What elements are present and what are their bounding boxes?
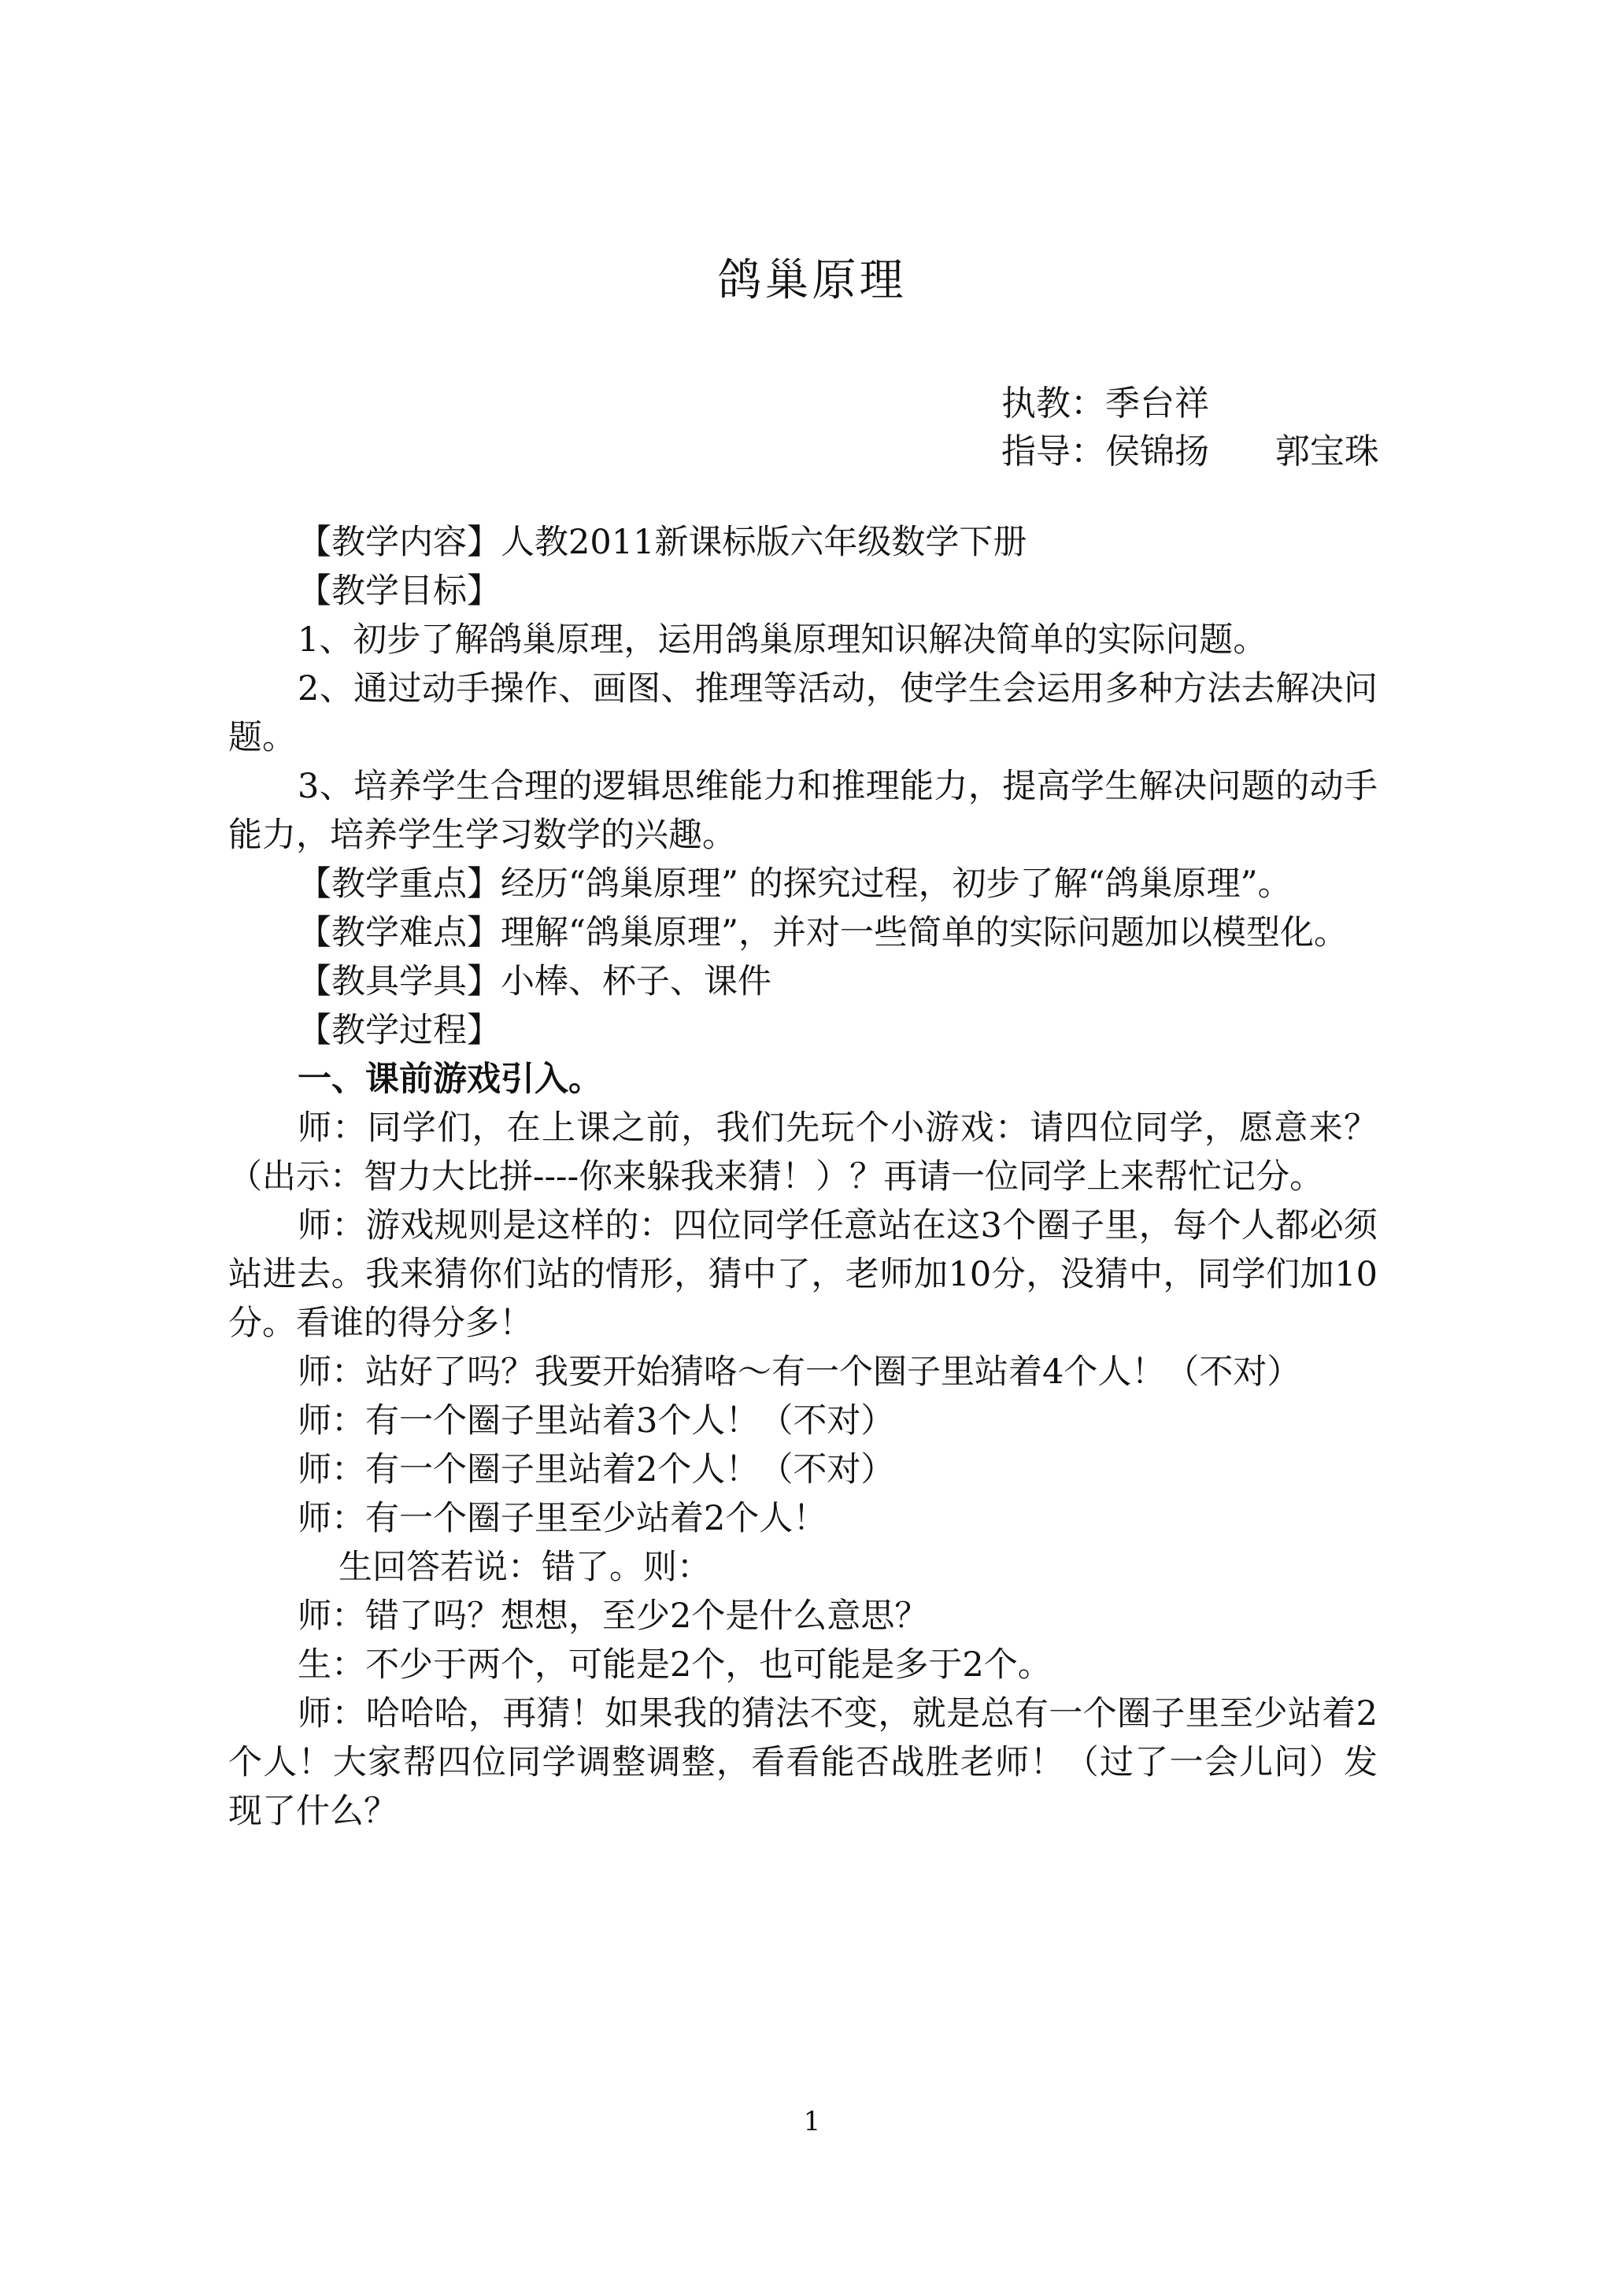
paragraph-dialogue: 生：不少于两个，可能是2个，也可能是多于2个。: [298, 1645, 1052, 1685]
paragraph-dialogue: 师：有一个圈子里至少站着2个人！: [298, 1499, 827, 1538]
paragraph-dialogue: 师：站好了吗？我要开始猜咯～有一个圈子里站着4个人！（不对）: [298, 1352, 1301, 1392]
section-heading-intro: 一、课前游戏引入。: [298, 1060, 602, 1099]
teacher-line: 执教：季台祥: [1001, 383, 1209, 424]
paragraph-objective-2: 2、通过动手操作、画图、推理等活动，使学生会运用多种方法去解决问题。: [228, 669, 1378, 757]
document-title: 鸽巢原理: [717, 255, 907, 306]
paragraph-dialogue: 师：有一个圈子里站着2个人！（不对）: [298, 1450, 895, 1489]
paragraph-objectives-heading: 【教学目标】: [298, 572, 501, 611]
paragraph-materials: 【教具学具】小棒、杯子、课件: [298, 962, 771, 1001]
paragraph-objective-1: 1、初步了解鸽巢原理，运用鸽巢原理知识解决简单的实际问题。: [298, 620, 1267, 660]
document-body: [228, 518, 1378, 1836]
paragraph-dialogue: 师：哈哈哈，再猜！如果我的猜法不变，就是总有一个圈子里至少站着2个人！大家帮四位同学调整调整，看看能否战胜老师！（过了一会儿问）发现了什么？: [228, 1694, 1378, 1831]
paragraph-dialogue: 生回答若说：错了。则：: [338, 1548, 711, 1587]
paragraph-key-point: 【教学重点】经历“鸽巢原理” 的探究过程，初步了解“鸽巢原理”。: [298, 864, 1292, 904]
paragraph-dialogue: 师：同学们，在上课之前，我们先玩个小游戏：请四位同学，愿意来？（出示：智力大比拼----你来躲我来猜！）？再请一位同学上来帮忙记分。: [228, 1108, 1378, 1197]
paragraph-dialogue: 师：有一个圈子里站着3个人！（不对）: [298, 1401, 895, 1441]
paragraph-dialogue: 师：错了吗？想想，至少2个是什么意思？: [298, 1597, 929, 1636]
advisor-line: 指导：侯锦扬 郭宝珠: [1001, 431, 1379, 472]
paragraph-content: 【教学内容】人教2011新课标版六年级数学下册: [298, 523, 1027, 562]
paragraph-difficulty: 【教学难点】理解“鸽巢原理”，并对一些简单的实际问题加以模型化。: [298, 913, 1348, 953]
paragraph-objective-3: 3、培养学生合理的逻辑思维能力和推理能力，提高学生解决问题的动手能力，培养学生学习数学的兴趣。: [228, 767, 1378, 855]
paragraph-process-heading: 【教学过程】: [298, 1011, 501, 1050]
paragraph-dialogue: 师：游戏规则是这样的：四位同学任意站在这3个圈子里，每个人都必须站进去。我来猜你们站的情形，猜中了，老师加10分，没猜中，同学们加10分。看谁的得分多！: [228, 1206, 1378, 1343]
page-number: 1: [803, 2106, 821, 2137]
